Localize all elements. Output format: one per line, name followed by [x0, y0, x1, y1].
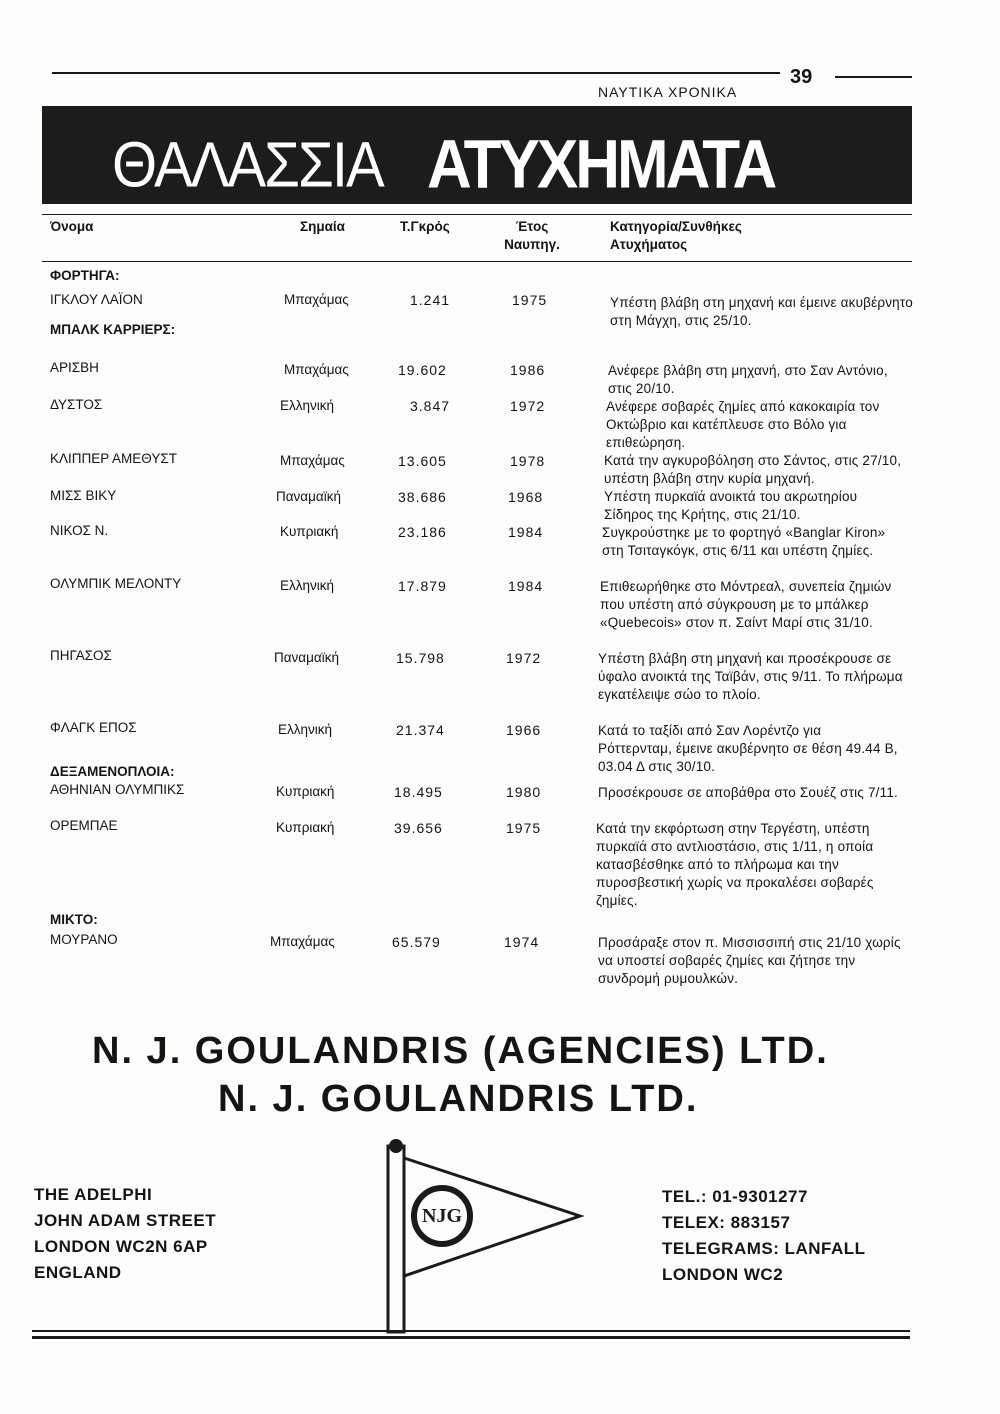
address-line: LONDON WC2N 6AP: [34, 1237, 208, 1256]
ship-year: 1968: [508, 489, 544, 505]
ship-flag: Παναμαϊκή: [274, 650, 339, 665]
ship-name: ΑΘΗΝΙΑΝ ΟΛΥΜΠΙΚΣ: [50, 782, 185, 797]
ship-year: 1978: [510, 453, 546, 469]
ship-year: 1984: [508, 524, 544, 540]
col-year-header-line1: Έτος: [515, 219, 549, 234]
company-name-line1: N. J. GOULANDRIS (AGENCIES) LTD.: [92, 1030, 829, 1072]
title-bold: ΑΤΥΧΗΜΑΤΑ: [427, 127, 775, 203]
company-pennant-logo: [380, 1136, 600, 1336]
incident-description: Ανέφερε βλάβη στη μηχανή, στο Σαν Αντόνιο, στις 20/10.: [608, 363, 888, 396]
address-line: JOHN ADAM STREET: [34, 1211, 217, 1230]
title-light: ΘΑΛΑΣΣΙΑ: [112, 129, 383, 201]
ship-name: ΙΓΚΛΟΥ ΛΑΪΟΝ: [50, 292, 143, 307]
col-desc-header: [610, 218, 742, 254]
ship-flag: Ελληνική: [280, 578, 335, 593]
category-mixed: ΜΙΚΤΟ:: [50, 912, 98, 927]
company-name-line2: N. J. GOULANDRIS LTD.: [218, 1078, 699, 1120]
ship-grt: 18.495: [394, 784, 443, 800]
ship-name: ΔΥΣΤΟΣ: [50, 397, 103, 412]
col-desc-header-line1: Κατηγορία/Συνθήκες: [610, 219, 742, 234]
ship-flag: Μπαχάμας: [280, 453, 345, 468]
ship-grt: 13.605: [398, 453, 447, 469]
incident-description: Υπέστη βλάβη στη μηχανή και προσέκρουσε σε ύφαλο ανοικτά της Ταϊβάν, στις 9/11. Το πλήρωμα εγκατέλειψε σώο το πλοίο.: [598, 651, 903, 702]
footer-rule-top: [32, 1330, 910, 1332]
ship-flag: Μπαχάμας: [284, 292, 349, 307]
header-rule-right: [835, 76, 912, 78]
category-cargo: ΦΟΡΤΗΓΑ:: [50, 268, 120, 283]
col-year-header-line2: Ναυπηγ.: [504, 237, 560, 252]
ship-name: ΝΙΚΟΣ Ν.: [50, 523, 109, 538]
col-name-header: Όνομα: [50, 219, 94, 234]
ship-year: 1975: [506, 820, 542, 836]
incident-description: Ανέφερε σοβαρές ζημίες από κακοκαιρία τον Οκτώβριο και κατέπλευσε στο Βόλο για επιθεώρηση.: [606, 399, 880, 450]
ship-year: 1974: [504, 934, 540, 950]
ship-flag: Μπαχάμας: [270, 934, 335, 949]
ship-flag: Μπαχάμας: [284, 362, 349, 377]
publication-name: ΝΑΥΤΙΚΑ ΧΡΟΝΙΚΑ: [598, 84, 738, 100]
incident-description: Κατά το ταξίδι από Σαν Λορέντζο για Ρόττερνταμ, έμεινε ακυβέρνητο σε θέση 49.44 Β, 03.04 Δ στις 30/10.: [598, 723, 898, 774]
ship-flag: Παναμαϊκή: [276, 489, 341, 504]
col-year-header: [497, 218, 567, 254]
incident-description: Προσέκρουσε σε αποβάθρα στο Σουέζ στις 7/11.: [598, 785, 898, 800]
ship-grt: 17.879: [398, 578, 447, 594]
ship-year: 1972: [506, 650, 542, 666]
address-block: [34, 1182, 216, 1286]
ship-grt: 1.241: [410, 292, 451, 308]
category-tankers: ΔΕΞΑΜΕΝΟΠΛΟΙΑ:: [50, 764, 175, 779]
ship-grt: 19.602: [398, 362, 447, 378]
incident-description: Προσάραξε στον π. Μισσισσιπή στις 21/10 χωρίς να υποστεί σοβαρές ζημίες και ζήτησε την συνδρομή ρυμουλκών.: [598, 935, 901, 986]
ship-grt: 21.374: [396, 722, 445, 738]
ship-name: ΜΟΥΡΑΝΟ: [50, 932, 118, 947]
header-rule-left: [52, 72, 780, 74]
ship-grt: 65.579: [392, 934, 441, 950]
table-top-rule: [42, 214, 912, 215]
incident-description: Υπέστη βλάβη στη μηχανή και έμεινε ακυβέρνητο στη Μάγχη, στις 25/10.: [610, 295, 913, 328]
col-grt-header: Τ.Γκρός: [400, 219, 450, 234]
ship-name: ΟΛΥΜΠΙΚ ΜΕΛΟΝΤΥ: [50, 576, 182, 591]
ship-grt: 23.186: [398, 524, 447, 540]
ship-flag: Ελληνική: [278, 722, 333, 737]
incident-description: Κατά την εκφόρτωση στην Τεργέστη, υπέστη πυρκαϊά στο αντλιοστάσιο, στις 1/11, η οποία κατασβέσθηκε από το πλήρωμα και την πυροσβεστική χωρίς να προκαλέσει σοβαρές ζημίες.: [596, 821, 874, 908]
ship-year: 1972: [510, 398, 546, 414]
ship-grt: 3.847: [410, 398, 451, 414]
incident-description: Επιθεωρήθηκε στο Μόντρεαλ, συνεπεία ζημιών που υπέστη από σύγκρουση με το μπάλκερ «Quebecois» στον π. Σαίντ Μαρί στις 31/10.: [600, 579, 892, 630]
incident-description: Κατά την αγκυροβόληση στο Σάντος, στις 27/10, υπέστη βλάβη στην κυρία μηχανή.: [604, 453, 902, 486]
title-banner: [42, 106, 912, 204]
ship-grt: 15.798: [396, 650, 445, 666]
flagpole: [388, 1146, 404, 1332]
address-line: THE ADELPHI: [34, 1185, 153, 1204]
ship-grt: 38.686: [398, 489, 447, 505]
address-line: ENGLAND: [34, 1263, 122, 1282]
ship-flag: Ελληνική: [280, 398, 335, 413]
logo-letters: NJG: [422, 1205, 462, 1227]
category-bulk: ΜΠΑΛΚ ΚΑΡΡΙΕΡΣ:: [50, 322, 176, 337]
contact-line: TEL.: 01-9301277: [662, 1187, 808, 1206]
ship-name: ΟΡΕΜΠΑΕ: [50, 818, 118, 833]
contact-line: TELEGRAMS: LANFALL: [662, 1239, 866, 1258]
ship-year: 1966: [506, 722, 542, 738]
contact-line: LONDON WC2: [662, 1265, 784, 1284]
ship-name: ΦΛΑΓΚ ΕΠΟΣ: [50, 720, 137, 735]
ship-year: 1984: [508, 578, 544, 594]
ship-flag: Κυπριακή: [276, 784, 335, 799]
footer-rule-bottom: [32, 1336, 910, 1339]
col-flag-header: Σημαία: [300, 219, 345, 234]
ship-year: 1980: [506, 784, 542, 800]
incident-description: Υπέστη πυρκαϊά ανοικτά του ακρωτηρίου Σίδηρος της Κρήτης, στις 21/10.: [604, 489, 858, 522]
ship-year: 1986: [510, 362, 546, 378]
ship-name: ΜΙΣΣ ΒΙΚΥ: [50, 488, 117, 503]
col-desc-header-line2: Ατυχήματος: [610, 237, 688, 252]
ship-grt: 39.656: [394, 820, 443, 836]
ship-flag: Κυπριακή: [276, 820, 335, 835]
incident-description: Συγκρούστηκε με το φορτηγό «Banglar Kiron» στη Τσιταγκόγκ, στις 6/11 και υπέστη ζημίες.: [602, 525, 886, 558]
ship-name: ΑΡΙΣΒΗ: [50, 360, 99, 375]
ship-name: ΚΛΙΠΠΕΡ ΑΜΕΘΥΣΤ: [50, 451, 177, 466]
ship-year: 1975: [512, 292, 548, 308]
flagpole-finial: [389, 1139, 403, 1153]
contact-line: TELEX: 883157: [662, 1213, 791, 1232]
ship-flag: Κυπριακή: [280, 524, 339, 539]
ship-name: ΠΗΓΑΣΟΣ: [50, 648, 112, 663]
contact-block: [662, 1184, 866, 1288]
table-header-rule: [42, 261, 912, 262]
page-number: 39: [790, 66, 813, 88]
